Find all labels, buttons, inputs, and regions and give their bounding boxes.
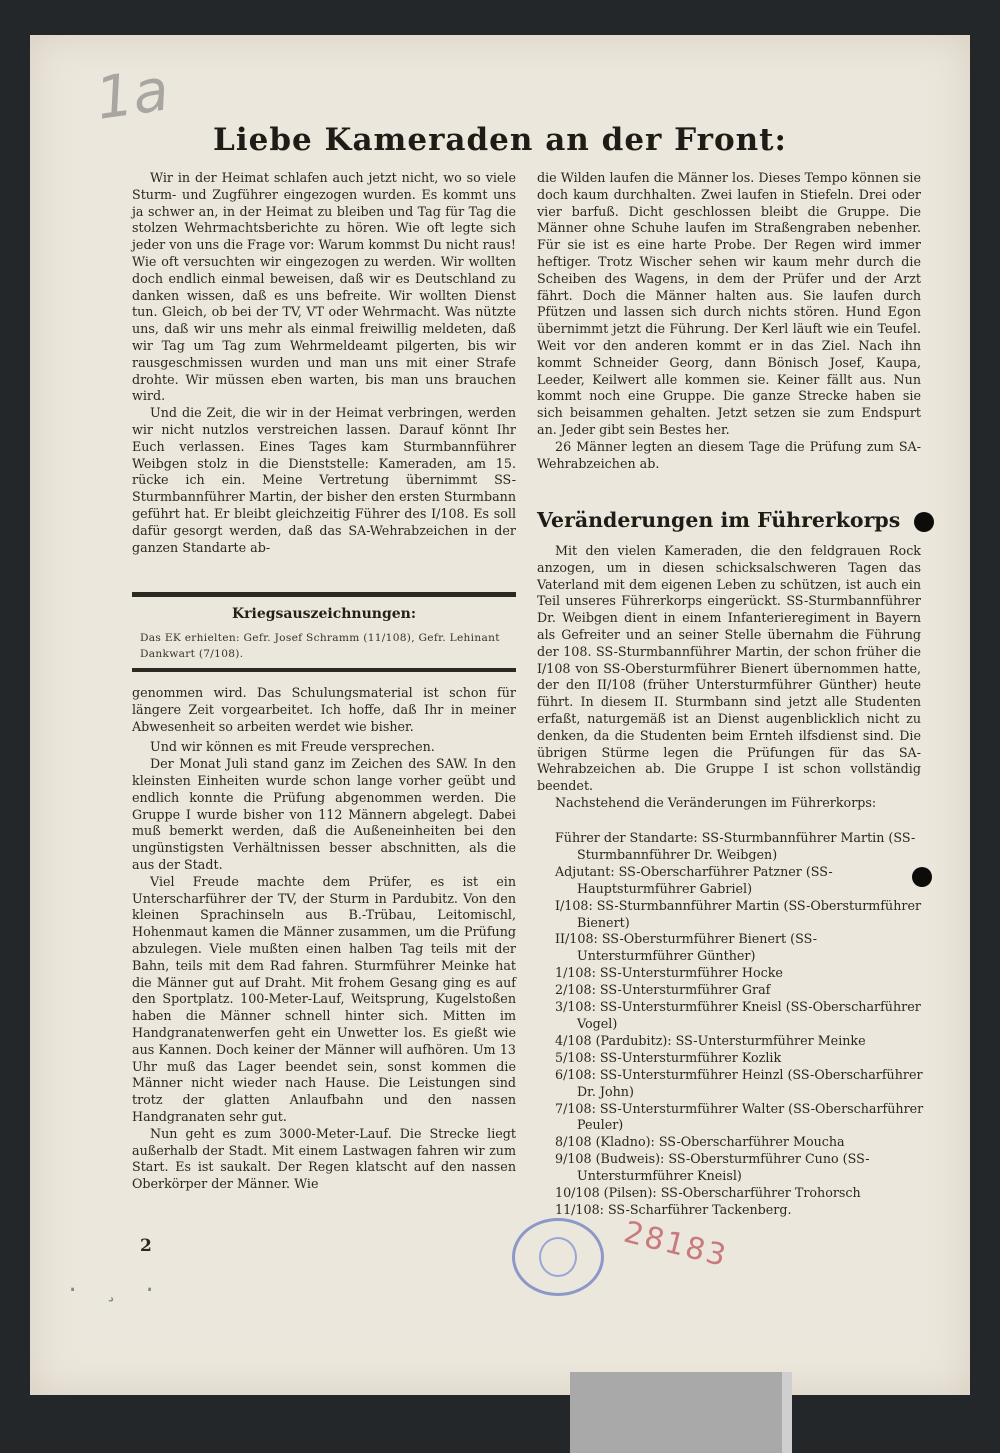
punch-hole	[914, 512, 934, 532]
seal-emblem-icon	[539, 1237, 577, 1277]
list-item: Führer der Standarte: SS-Sturmbannführer Martin (SS-Sturmbannführer Dr. Weibgen)	[555, 830, 916, 862]
archive-stamp-number: 28183	[620, 1214, 732, 1275]
paragraph: Nun geht es zum 3000-Meter-Lauf. Die Strecke liegt außerhalb der Stadt. Mit einem Lastwagen fahren wir zum Start. Es ist saukalt. Der Regen klatscht auf den nassen Oberkörper der Männer. Wie	[132, 1125, 516, 1192]
list-item: Adjutant: SS-Oberscharführer Patzner (SS-Hauptsturmführer Gabriel)	[555, 863, 833, 896]
fuehrer-list	[555, 830, 925, 1219]
paragraph: Nachstehend die Veränderungen im Führerkorps:	[555, 794, 877, 810]
handwritten-note: 1a	[91, 55, 173, 133]
divider-rule	[132, 668, 516, 672]
paragraph: Wir in der Heimat schlafen auch jetzt nicht, wo so viele Sturm- und Zugführer eingezogen wurden. Es kommt uns ja schwer an, in der Heimat zu bleiben und Tag für Tag die stolzen Wehrmachtsberichte zu hören. Wie oft legte sich jeder von uns die Frage vor: Warum kommst Du nicht raus! Wie oft versuchten wir eingezogen zu werden. Wir wollten doch endlich einmal beweisen, daß wir es Deutschland zu danken wissen, daß es uns befreite. Wir wollten Dienst tun. Gleich, ob bei der TV, VT oder Wehrmacht. Was nützte uns, daß wir uns mehr als einmal freiwillig meldeten, daß wir Tag um Tag zum Wehrmeldeamt pilgerten, bis wir rausgeschmissen wurden und man uns mit einer Strafe drohte. Wir müssen eben warten, bis man uns brauchen wird.	[132, 170, 516, 404]
color-calibration-strip	[782, 1372, 792, 1453]
list-item: II/108: SS-Obersturmführer Bienert (SS-Untersturmführer Günther)	[555, 931, 818, 964]
list-item: 10/108 (Pilsen): SS-Oberscharführer Trohorsch	[555, 1185, 861, 1201]
list-item: 4/108 (Pardubitz): SS-Untersturmführer Meinke	[555, 1032, 866, 1048]
list-item: I/108: SS-Sturmbannführer Martin (SS-Obersturmführer Bienert)	[555, 897, 922, 930]
list-item: 9/108 (Budweis): SS-Obersturmführer Cuno (SS-Untersturmführer Kneisl)	[555, 1151, 870, 1184]
paragraph: Der Monat Juli stand ganz im Zeichen des SAW. In den kleinsten Einheiten wurde schon lange vorher geübt und endlich konnte die Prüfung abgenommen werden. Die Gruppe I wurde bisher von 112 Männern abgelegt. Dabei muß bemerkt werden, daß die Außeneinheiten bei den ungünstigsten Verhältnissen besser abschnitten, als die aus der Stadt.	[132, 756, 516, 872]
punch-hole	[912, 867, 932, 887]
list-item: 2/108: SS-Untersturmführer Graf	[555, 982, 771, 998]
list-item: 1/108: SS-Untersturmführer Hocke	[555, 965, 783, 981]
list-item: 8/108 (Kladno): SS-Oberscharführer Moucha	[555, 1134, 845, 1150]
paragraph: Mit den vielen Kameraden, die den feldgrauen Rock anzogen, um in diesen schicksalschweren Tagen das Vaterland mit dem eigenen Leben zu schützen, ist auch ein Teil unseres Führerkorps eingerückt. SS-Sturmbannführer Dr. Weibgen dient in einem Infanterieregiment in Bayern als Gefreiter und an seiner Stelle übernahm die Führung der 108. SS-Sturmbannführer Martin, der schon früher die I/108 von SS-Obersturmführer Bienert übernommen hatte, der den II/108 (früher Untersturmführer Günther) heute führt. In diesem II. Sturmbann sind jetzt alle Studenten erfaßt, naturgemäß ist an Dienst augenblicklich nicht zu denken, da die Studenten beim Ernteh ilfsdienst sind. Die übrigen Stürme legen die Prüfungen für das SA-Wehrabzeichen ab. Die Gruppe I ist schon vollständig beendet.	[537, 543, 921, 794]
left-column-top	[132, 170, 516, 556]
right-column-top	[537, 170, 921, 472]
section-heading: Veränderungen im Führerkorps	[537, 508, 901, 532]
list-item: 11/108: SS-Scharführer Tackenberg.	[555, 1201, 792, 1217]
list-item: 3/108: SS-Untersturmführer Kneisl (SS-Oberscharführer Vogel)	[555, 999, 921, 1031]
paragraph: 26 Männer legten an diesem Tage die Prüfung zum SA-Wehrabzeichen ab.	[537, 438, 921, 471]
paragraph: die Wilden laufen die Männer los. Dieses Tempo können sie doch kaum durchhalten. Zwei laufen in Stiefeln. Drei oder vier barfuß. Dicht geschlossen bleibt die Gruppe. Die Männer ohne Schuhe laufen im Straßengraben nebenher. Für sie ist es eine harte Probe. Der Regen wird immer heftiger. Trotz Wischer sehen wir kaum mehr durch die Scheiben des Wagens, in dem der Prüfer und der Arzt fährt. Doch die Männer halten aus. Sie laufen durch Pfützen und lassen sich durch nichts stören. Hund Egon übernimmt jetzt die Führung. Der Kerl läuft wie ein Teufel. Weit vor den anderen kommt er in das Ziel. Nach ihn kommt Schneider Georg, dann Bönisch Josef, Kaupa, Leeder, Keilwert alle kommen sie. Keiner fällt aus. Nun kommt noch eine Gruppe. Die ganze Strecke haben sie sich beisammen gehalten. Jetzt setzen sie zum Endspurt an. Jeder gibt sein Bestes her.	[537, 170, 921, 437]
color-calibration-card	[570, 1372, 782, 1453]
paragraph: Viel Freude machte dem Prüfer, es ist ein Unterscharführer der TV, der Sturm in Pardubitz. Von den kleinen Sprachinseln aus B.-Trübau, Leitomischl, Hohenmaut kamen die Männer zusammen, um die Prüfung abzulegen. Viele mußten einen halben Tag teils mit der Bahn, teils mit dem Rad fahren. Sturmführer Meinke hat die Männer gut auf Draht. Mit frohem Gesang ging es auf den Sportplatz. 100-Meter-Lauf, Weitsprung, Kugelstoßen haben die Männer schnell hinter sich. Mitten im Handgranatenwerfen geht ein Unwetter los. Es gießt wie aus Kannen. Doch keiner der Männer will aufhören. Um 13 Uhr muß das Lager beendet sein, sonst kommen die Männer nicht wieder nach Hause. Die Leistungen sind trotz der glatten Anlaufbahn und den nassen Handgranaten sehr gut.	[132, 873, 516, 1124]
left-column-bottom	[132, 685, 516, 1193]
list-item: 7/108: SS-Untersturmführer Walter (SS-Oberscharführer Peuler)	[555, 1100, 924, 1133]
smudge-marks: · ¸ ·	[66, 1278, 163, 1303]
divider-rule	[132, 592, 516, 597]
page-title: Liebe Kameraden an der Front:	[213, 122, 787, 158]
right-column-mid	[537, 543, 921, 812]
list-item: 5/108: SS-Untersturmführer Kozlik	[555, 1049, 782, 1065]
paragraph: genommen wird. Das Schulungsmaterial ist schon für längere Zeit vorgearbeitet. Ich hoffe, daß Ihr in meiner Abwesenheit so arbeiten werdet wie bisher.	[132, 685, 516, 734]
page-number: 2	[140, 1236, 152, 1256]
paragraph: Und die Zeit, die wir in der Heimat verbringen, werden wir nicht nutzlos verstreichen lassen. Darauf könnt Ihr Euch verlassen. Eines Tages kam Sturmbannführer Weibgen stolz in die Dienststelle: Kameraden, am 15. rücke ich ein. Meine Vertretung übernimmt SS-Sturmbannführer Martin, der bisher den ersten Sturmbann geführt hat. Er bleibt gleichzeitig Führer des I/108. Es soll dafür gesorgt werden, daß das SA-Wehrabzeichen in der ganzen Standarte ab-	[132, 405, 516, 555]
kriegsauszeichnungen-title: Kriegsauszeichnungen:	[231, 606, 417, 622]
kriegsauszeichnungen-text: Das EK erhielten: Gefr. Josef Schramm (11/108), Gefr. Lehinant Dankwart (7/108).	[140, 632, 500, 660]
archive-seal-stamp	[512, 1218, 604, 1296]
paragraph: Und wir können es mit Freude versprechen.	[150, 739, 435, 755]
list-item: 6/108: SS-Untersturmführer Heinzl (SS-Oberscharführer Dr. John)	[555, 1066, 923, 1099]
